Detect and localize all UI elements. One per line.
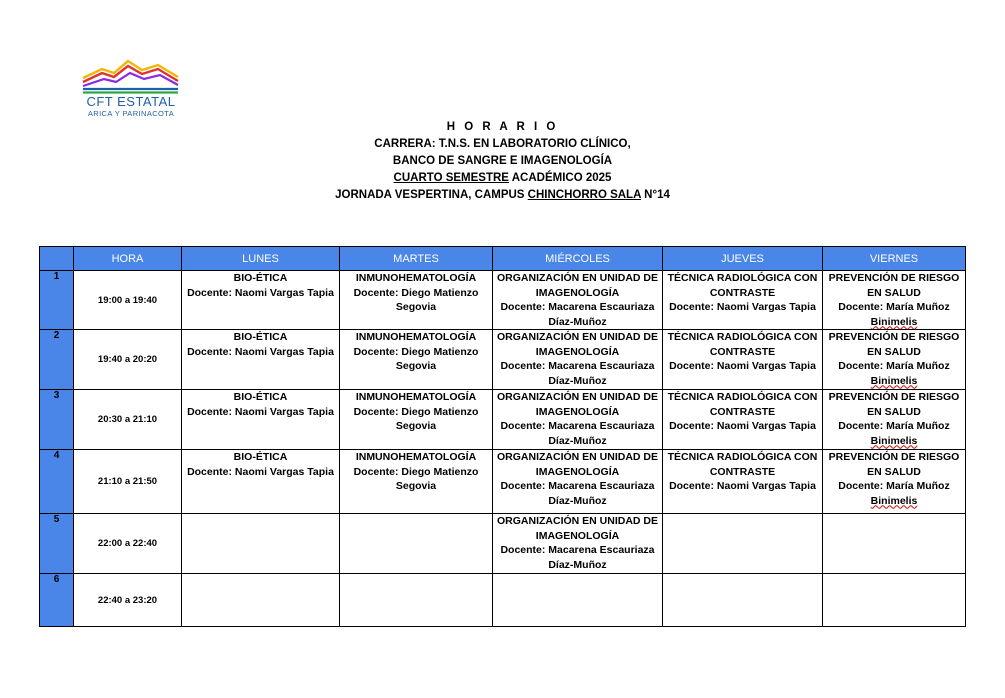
table-row	[40, 271, 966, 330]
teacher-surname: Binimelis	[870, 434, 918, 447]
teacher-name-prefix: Docente: María Muñoz	[838, 420, 950, 432]
course-teacher: Docente: Diego Matienzo Segovia	[353, 286, 479, 313]
time-slot: 21:10 a 21:50	[74, 450, 182, 514]
course-cell-viernes	[823, 450, 966, 514]
course-name: TÉCNICA RADIOLÓGICA CON CONTRASTE	[667, 272, 818, 299]
document-heading	[250, 119, 755, 204]
course-name: BIO-ÉTICA	[233, 451, 288, 463]
course-cell-miercoles	[493, 271, 663, 330]
course-name: BIO-ÉTICA	[233, 272, 288, 284]
course-cell-martes	[340, 514, 493, 574]
heading-carrera: CARRERA: T.N.S. EN LABORATORIO CLÍNICO,	[374, 138, 631, 150]
course-cell-martes	[340, 390, 493, 450]
course-teacher: Docente: Macarena Escauriaza Díaz-Muñoz	[500, 420, 655, 447]
course-name: ORGANIZACIÓN EN UNIDAD DE IMAGENOLOGÍA	[496, 331, 658, 358]
teacher-name-prefix: Docente: María Muñoz	[838, 480, 950, 492]
course-teacher: Docente: Macarena Escauriaza Díaz-Muñoz	[500, 480, 655, 507]
logo-title: CFT ESTATAL	[86, 94, 176, 109]
course-name: BIO-ÉTICA	[233, 391, 288, 403]
course-cell-lunes	[182, 514, 340, 574]
heading-semestre-rest: ACADÉMICO 2025	[508, 172, 612, 184]
course-name: TÉCNICA RADIOLÓGICA CON CONTRASTE	[667, 391, 818, 418]
table-row	[40, 330, 966, 390]
course-name: PREVENCIÓN DE RIESGO EN SALUD	[828, 331, 960, 358]
course-cell-miercoles	[493, 450, 663, 514]
course-name: INMUNOHEMATOLOGÍA	[355, 272, 477, 284]
course-name: BIO-ÉTICA	[233, 331, 288, 343]
schedule-table	[39, 246, 966, 627]
course-cell-jueves	[663, 390, 823, 450]
time-slot: 22:00 a 22:40	[74, 514, 182, 574]
table-row	[40, 514, 966, 574]
course-name: PREVENCIÓN DE RIESGO EN SALUD	[828, 272, 960, 299]
course-teacher: Docente: Diego Matienzo Segovia	[353, 405, 479, 432]
course-cell-miercoles	[493, 574, 663, 627]
course-teacher: Docente: Naomi Vargas Tapia	[187, 465, 334, 478]
row-number: 4	[40, 450, 74, 514]
course-name: PREVENCIÓN DE RIESGO EN SALUD	[828, 451, 960, 478]
course-cell-miercoles	[493, 390, 663, 450]
course-teacher: Docente: Diego Matienzo Segovia	[353, 465, 479, 492]
course-name: INMUNOHEMATOLOGÍA	[355, 391, 477, 403]
course-teacher: Docente: Naomi Vargas Tapia	[187, 286, 334, 299]
course-cell-lunes	[182, 450, 340, 514]
column-header-hora: HORA	[74, 247, 182, 271]
course-teacher: Docente: Macarena Escauriaza Díaz-Muñoz	[500, 360, 655, 387]
course-teacher: Docente: Naomi Vargas Tapia	[669, 301, 816, 313]
course-name: ORGANIZACIÓN EN UNIDAD DE IMAGENOLOGÍA	[496, 272, 658, 299]
course-teacher: Docente: Naomi Vargas Tapia	[669, 480, 816, 492]
column-header-viernes: VIERNES	[823, 247, 966, 271]
course-cell-martes	[340, 450, 493, 514]
mountain-logo-icon	[80, 58, 182, 94]
teacher-surname: Binimelis	[870, 494, 918, 507]
teacher-name-prefix: Docente: María Muñoz	[838, 360, 950, 372]
course-cell-viernes	[823, 574, 966, 627]
column-header-lunes: LUNES	[182, 247, 340, 271]
course-cell-lunes	[182, 271, 340, 330]
course-cell-jueves	[663, 330, 823, 390]
time-slot: 20:30 a 21:10	[74, 390, 182, 450]
course-cell-jueves	[663, 574, 823, 627]
time-slot: 22:40 a 23:20	[74, 574, 182, 627]
course-teacher: Docente: Macarena Escauriaza Díaz-Muñoz	[500, 544, 655, 571]
course-cell-jueves	[663, 514, 823, 574]
course-cell-jueves	[663, 271, 823, 330]
row-number: 1	[40, 271, 74, 330]
heading-jornada	[250, 187, 755, 204]
course-name: INMUNOHEMATOLOGÍA	[355, 331, 477, 343]
course-teacher	[823, 359, 965, 388]
course-cell-martes	[340, 330, 493, 390]
logo-subtitle: ARICA Y PARINACOTA	[87, 109, 175, 118]
teacher-surname: Binimelis	[870, 374, 918, 387]
table-row	[40, 574, 966, 627]
course-cell-viernes	[823, 514, 966, 574]
column-header-jueves: JUEVES	[663, 247, 823, 271]
row-number: 2	[40, 330, 74, 390]
course-name: TÉCNICA RADIOLÓGICA CON CONTRASTE	[667, 331, 818, 358]
column-header-num	[40, 247, 74, 271]
teacher-name-prefix: Docente: María Muñoz	[838, 301, 950, 313]
course-teacher	[823, 419, 965, 448]
heading-jornada-end: N°14	[640, 189, 670, 201]
heading-carrera-cont: BANCO DE SANGRE E IMAGENOLOGÍA	[392, 155, 613, 167]
course-cell-viernes	[823, 271, 966, 330]
table-header-row	[40, 247, 966, 271]
heading-jornada-underlined: CHINCHORRO SALA	[527, 189, 641, 201]
course-teacher	[823, 479, 965, 508]
course-teacher: Docente: Naomi Vargas Tapia	[187, 405, 334, 418]
course-cell-viernes	[823, 330, 966, 390]
course-teacher: Docente: Naomi Vargas Tapia	[187, 345, 334, 358]
cft-logo	[80, 58, 185, 120]
row-number: 6	[40, 574, 74, 627]
table-row	[40, 390, 966, 450]
column-header-martes: MARTES	[340, 247, 493, 271]
row-number: 3	[40, 390, 74, 450]
course-name: TÉCNICA RADIOLÓGICA CON CONTRASTE	[667, 451, 818, 478]
heading-semestre	[250, 170, 755, 187]
course-cell-lunes	[182, 390, 340, 450]
heading-horario: H O R A R I O	[446, 121, 559, 133]
course-name: INMUNOHEMATOLOGÍA	[355, 451, 477, 463]
course-cell-martes	[340, 271, 493, 330]
course-name: ORGANIZACIÓN EN UNIDAD DE IMAGENOLOGÍA	[496, 451, 658, 478]
course-cell-lunes	[182, 574, 340, 627]
course-cell-martes	[340, 574, 493, 627]
course-cell-jueves	[663, 450, 823, 514]
course-teacher: Docente: Naomi Vargas Tapia	[669, 360, 816, 372]
time-slot: 19:40 a 20:20	[74, 330, 182, 390]
course-name: ORGANIZACIÓN EN UNIDAD DE IMAGENOLOGÍA	[496, 391, 658, 418]
table-row	[40, 450, 966, 514]
heading-semestre-underlined: CUARTO SEMESTRE	[393, 172, 509, 184]
course-cell-viernes	[823, 390, 966, 450]
course-cell-miercoles	[493, 514, 663, 574]
row-number: 5	[40, 514, 74, 574]
column-header-miercoles: MIÉRCOLES	[493, 247, 663, 271]
course-cell-lunes	[182, 330, 340, 390]
course-cell-miercoles	[493, 330, 663, 390]
course-teacher: Docente: Macarena Escauriaza Díaz-Muñoz	[500, 301, 655, 328]
course-teacher: Docente: Diego Matienzo Segovia	[353, 345, 479, 372]
course-name: PREVENCIÓN DE RIESGO EN SALUD	[828, 391, 960, 418]
teacher-surname: Binimelis	[870, 315, 918, 328]
course-teacher	[823, 300, 965, 329]
course-name: ORGANIZACIÓN EN UNIDAD DE IMAGENOLOGÍA	[496, 515, 658, 542]
heading-jornada-start: JORNADA VESPERTINA, CAMPUS	[335, 189, 528, 201]
course-teacher: Docente: Naomi Vargas Tapia	[669, 420, 816, 432]
time-slot: 19:00 a 19:40	[74, 271, 182, 330]
